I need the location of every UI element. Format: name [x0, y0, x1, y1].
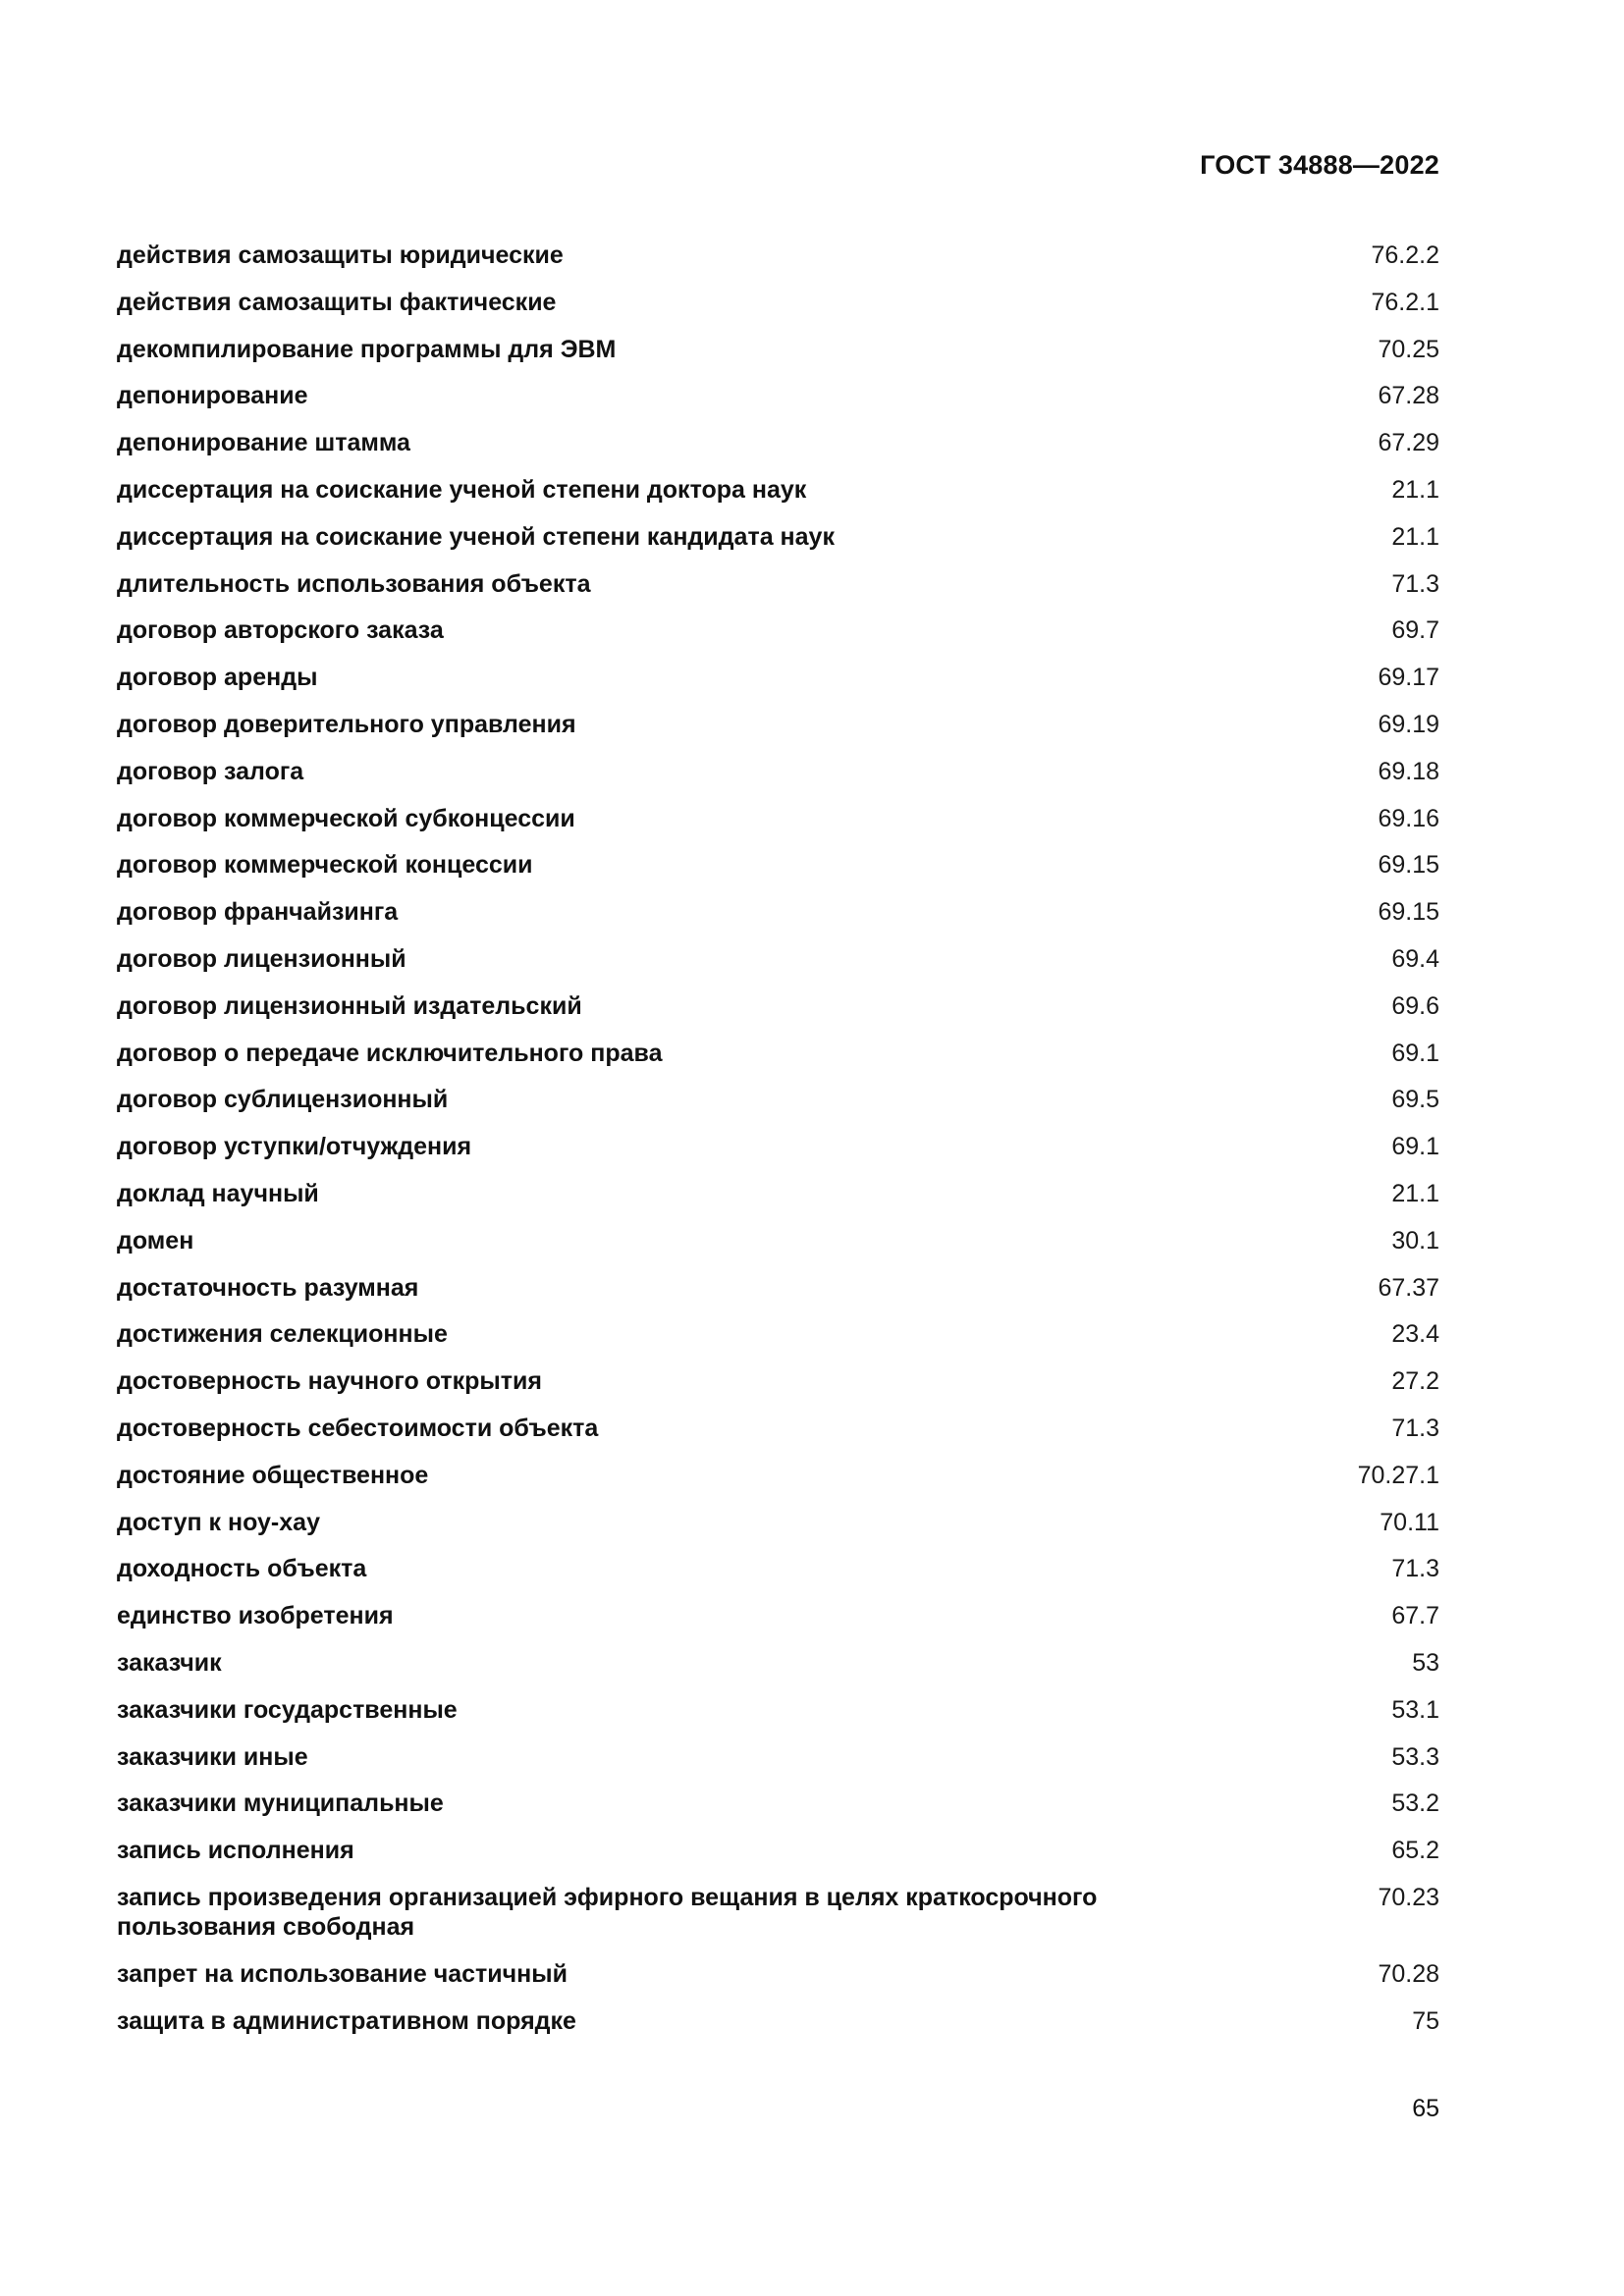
index-term: договор лицензионный издательский — [117, 991, 582, 1020]
index-reference: 53.3 — [1391, 1742, 1439, 1771]
index-reference: 21.1 — [1391, 1179, 1439, 1207]
index-entry — [117, 1226, 1439, 1273]
index-term: договор уступки/отчуждения — [117, 1133, 472, 1161]
index-reference: 67.28 — [1378, 382, 1439, 410]
index-entry — [117, 1883, 1439, 1959]
index-reference: 70.28 — [1378, 1959, 1439, 1988]
index-term: доступ к ноу-хау — [117, 1508, 320, 1536]
subject-index — [117, 240, 1439, 2053]
index-term: заказчики иные — [117, 1742, 308, 1771]
index-term: запись произведения организацией эфирного вещания в целях краткосрочного пользования свободная — [117, 1883, 1098, 1941]
index-term: достаточность разумная — [117, 1273, 419, 1302]
index-term: домен — [117, 1226, 194, 1255]
index-reference: 69.16 — [1378, 804, 1439, 832]
index-term: единство изобретения — [117, 1602, 394, 1630]
index-reference: 70.27.1 — [1357, 1461, 1439, 1489]
index-term: действия самозащиты юридические — [117, 241, 564, 269]
index-reference: 69.17 — [1378, 664, 1439, 692]
index-reference: 21.1 — [1391, 475, 1439, 504]
index-entry — [117, 710, 1439, 757]
index-entry — [117, 1742, 1439, 1789]
index-reference: 53.2 — [1391, 1789, 1439, 1818]
index-reference: 70.11 — [1380, 1508, 1439, 1536]
index-reference: 71.3 — [1391, 1414, 1439, 1442]
index-entry — [117, 240, 1439, 288]
index-reference: 71.3 — [1391, 1555, 1439, 1583]
index-term: договор авторского заказа — [117, 616, 444, 645]
index-reference: 75 — [1412, 2006, 1439, 2035]
index-term: запись исполнения — [117, 1837, 354, 1865]
index-reference: 67.7 — [1391, 1602, 1439, 1630]
index-term: декомпилирование программы для ЭВМ — [117, 335, 617, 363]
index-entry — [117, 1789, 1439, 1836]
index-term: диссертация на соискание ученой степени доктора наук — [117, 475, 807, 504]
index-term: заказчик — [117, 1648, 222, 1677]
index-term: договор коммерческой концессии — [117, 851, 533, 880]
index-entry — [117, 522, 1439, 569]
index-reference: 67.37 — [1378, 1273, 1439, 1302]
index-entry — [117, 804, 1439, 851]
index-entry — [117, 1461, 1439, 1508]
index-entry — [117, 757, 1439, 804]
index-term: заказчики муниципальные — [117, 1789, 444, 1818]
index-reference: 69.19 — [1378, 710, 1439, 738]
index-term: доходность объекта — [117, 1555, 367, 1583]
index-term: договор о передаче исключительного права — [117, 1039, 663, 1067]
index-entry — [117, 1554, 1439, 1601]
index-entry — [117, 1039, 1439, 1086]
index-reference: 69.4 — [1391, 944, 1439, 973]
index-term: договор доверительного управления — [117, 710, 576, 738]
index-term: договор сублицензионный — [117, 1086, 449, 1114]
index-reference: 23.4 — [1391, 1320, 1439, 1349]
index-reference: 70.25 — [1378, 335, 1439, 363]
index-entry — [117, 569, 1439, 616]
index-entry — [117, 1648, 1439, 1695]
index-reference: 69.6 — [1391, 991, 1439, 1020]
index-term: достоверность научного открытия — [117, 1367, 542, 1396]
index-reference: 53.1 — [1391, 1695, 1439, 1724]
index-entry — [117, 2006, 1439, 2054]
index-entry — [117, 1601, 1439, 1648]
index-term: договор коммерческой субконцессии — [117, 804, 575, 832]
index-entry — [117, 475, 1439, 522]
index-term: заказчики государственные — [117, 1695, 458, 1724]
index-entry — [117, 1085, 1439, 1132]
index-entry — [117, 335, 1439, 382]
index-term: договор аренды — [117, 664, 318, 692]
index-term: диссертация на соискание ученой степени кандидата наук — [117, 522, 835, 551]
index-reference: 69.1 — [1391, 1039, 1439, 1067]
index-entry — [117, 1273, 1439, 1320]
index-reference: 70.23 — [1378, 1883, 1439, 1911]
index-reference: 30.1 — [1391, 1226, 1439, 1255]
index-entry — [117, 1319, 1439, 1366]
index-entry — [117, 944, 1439, 991]
index-reference: 69.5 — [1391, 1086, 1439, 1114]
index-term: достижения селекционные — [117, 1320, 448, 1349]
index-term: депонирование штамма — [117, 429, 410, 457]
index-term: договор франчайзинга — [117, 898, 399, 927]
index-entry — [117, 288, 1439, 335]
index-entry — [117, 850, 1439, 897]
index-entry — [117, 1836, 1439, 1883]
index-reference: 69.18 — [1378, 757, 1439, 785]
index-entry — [117, 663, 1439, 710]
index-reference: 67.29 — [1378, 429, 1439, 457]
index-entry — [117, 1508, 1439, 1555]
index-term: депонирование — [117, 382, 308, 410]
index-term: достоверность себестоимости объекта — [117, 1414, 599, 1442]
index-term: длительность использования объекта — [117, 569, 591, 598]
index-term: договор лицензионный — [117, 944, 406, 973]
index-entry — [117, 1132, 1439, 1179]
index-term: запрет на использование частичный — [117, 1959, 568, 1988]
index-reference: 76.2.1 — [1371, 288, 1439, 316]
index-entry — [117, 897, 1439, 944]
index-entry — [117, 615, 1439, 663]
page-number: 65 — [1412, 2095, 1439, 2122]
index-reference: 71.3 — [1391, 569, 1439, 598]
index-term: защита в административном порядке — [117, 2006, 576, 2035]
index-entry — [117, 1414, 1439, 1461]
index-reference: 53 — [1412, 1648, 1439, 1677]
index-term: доклад научный — [117, 1179, 319, 1207]
index-entry — [117, 381, 1439, 428]
index-entry — [117, 1366, 1439, 1414]
document-header: ГОСТ 34888—2022 — [1200, 150, 1439, 180]
index-reference: 69.15 — [1378, 851, 1439, 880]
index-reference: 21.1 — [1391, 522, 1439, 551]
index-entry — [117, 1959, 1439, 2006]
index-reference: 76.2.2 — [1371, 241, 1439, 269]
index-entry — [117, 428, 1439, 475]
index-reference: 69.1 — [1391, 1133, 1439, 1161]
index-term: действия самозащиты фактические — [117, 288, 557, 316]
index-term: достояние общественное — [117, 1461, 429, 1489]
index-reference: 69.15 — [1378, 898, 1439, 927]
index-term: договор залога — [117, 757, 304, 785]
index-reference: 27.2 — [1391, 1367, 1439, 1396]
index-entry — [117, 1179, 1439, 1226]
index-entry — [117, 991, 1439, 1039]
index-entry — [117, 1695, 1439, 1742]
index-reference: 65.2 — [1391, 1837, 1439, 1865]
index-reference: 69.7 — [1391, 616, 1439, 645]
